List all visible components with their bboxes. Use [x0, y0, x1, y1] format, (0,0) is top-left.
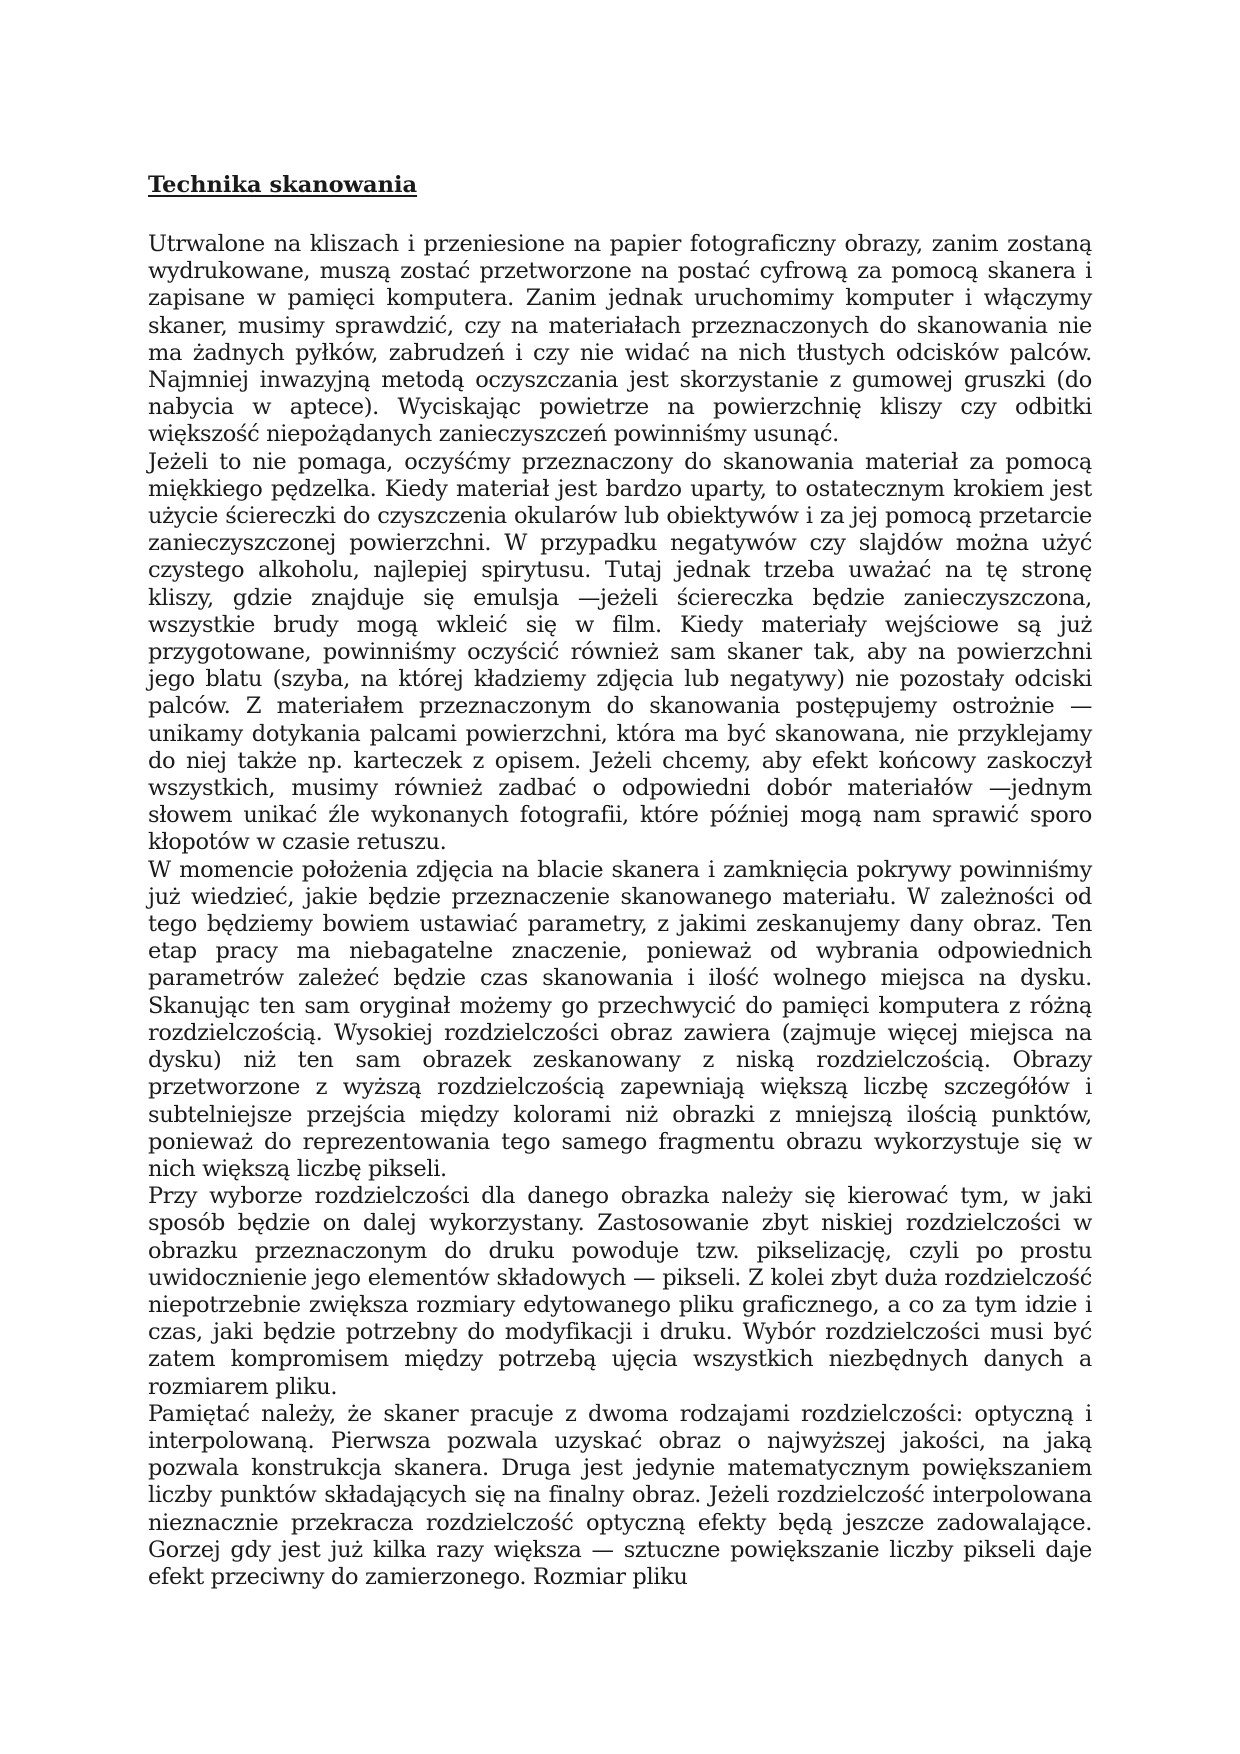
- document-page: [148, 172, 1092, 1591]
- document-title: Technika skanowania: [148, 172, 418, 198]
- paragraph-3: W momencie położenia zdjęcia na blacie skanera i zamknięcia pokrywy powinniśmy już wiedzieć, jakie będzie przeznaczenie skanowanego materiału. W zależności od tego będziemy bowiem ustawiać parametry, z jakimi zeskanujemy dany obraz. Ten etap pracy ma niebagatelne znaczenie, ponieważ od wybrania odpowiednich parametrów zależeć będzie czas skanowania i ilość wolnego miejsca na dysku. Skanując ten sam oryginał możemy go przechwycić do pamięci komputera z różną rozdzielczością. Wysokiej rozdzielczości obraz zawiera (zajmuje więcej miejsca na dysku) niż ten sam obrazek zeskanowany z niską rozdzielczością. Obrazy przetworzone z wyższą rozdzielczością zapewniają większą liczbę szczegółów i subtelniejsze przejścia między kolorami niż obrazki z mniejszą ilością punktów, ponieważ do reprezentowania tego samego fragmentu obrazu wykorzystuje się w nich większą liczbę pikseli.: [148, 856, 1092, 1182]
- paragraph-5: Pamiętać należy, że skaner pracuje z dwoma rodzajami rozdzielczości: optyczną i interpolowaną. Pierwsza pozwala uzyskać obraz o najwyższej jakości, na jaką pozwala konstrukcja skanera. Druga jest jedynie matematycznym powiększaniem liczby punktów składających się na finalny obraz. Jeżeli rozdzielczość interpolowana nieznacznie przekracza rozdzielczość optyczną efekty będą jeszcze zadowalające. Gorzej gdy jest już kilka razy większa — sztuczne powiększanie liczby pikseli daje efekt przeciwny do zamierzonego. Rozmiar pliku: [148, 1400, 1092, 1590]
- paragraph-2: Jeżeli to nie pomaga, oczyśćmy przeznaczony do skanowania materiał za pomocą miękkiego pędzelka. Kiedy materiał jest bardzo uparty, to ostatecznym krokiem jest użycie ściereczki do czyszczenia okularów lub obiektywów i za jej pomocą przetarcie zanieczyszczonej powierzchni. W przypadku negatywów czy slajdów można użyć czystego alkoholu, najlepiej spirytusu. Tutaj jednak trzeba uważać na tę stronę kliszy, gdzie znajduje się emulsja —jeżeli ściereczka będzie zanieczyszczona, wszystkie brudy mogą wkleić się w film. Kiedy materiały wejściowe są już przygotowane, powinniśmy oczyścić również sam skaner tak, aby na powierzchni jego blatu (szyba, na której kładziemy zdjęcia lub negatywy) nie pozostały odciski palców. Z materiałem przeznaczonym do skanowania postępujemy ostrożnie — unikamy dotykania palcami powierzchni, która ma być skanowana, nie przyklejamy do niej także np. karteczek z opisem. Jeżeli chcemy, aby efekt końcowy zaskoczył wszystkich, musimy również zadbać o odpowiedni dobór materiałów —jednym słowem unikać źle wykonanych fotografii, które później mogą nam sprawić sporo kłopotów w czasie retuszu.: [148, 448, 1092, 856]
- paragraph-4: Przy wyborze rozdzielczości dla danego obrazka należy się kierować tym, w jaki sposób będzie on dalej wykorzystany. Zastosowanie zbyt niskiej rozdzielczości w obrazku przeznaczonym do druku powoduje tzw. pikselizację, czyli po prostu uwidocznienie jego elementów składowych — pikseli. Z kolei zbyt duża rozdzielczość niepotrzebnie zwiększa rozmiary edytowanego pliku graficznego, a co za tym idzie i czas, jaki będzie potrzebny do modyfikacji i druku. Wybór rozdzielczości musi być zatem kompromisem między potrzebą ujęcia wszystkich niezbędnych danych a rozmiarem pliku.: [148, 1183, 1092, 1400]
- paragraph-1: Utrwalone na kliszach i przeniesione na papier fotograficzny obrazy, zanim zostaną wydrukowane, muszą zostać przetworzone na postać cyfrową za pomocą skanera i zapisane w pamięci komputera. Zanim jednak uruchomimy komputer i włączymy skaner, musimy sprawdzić, czy na materiałach przeznaczonych do skanowania nie ma żadnych pyłków, zabrudzeń i czy nie widać na nich tłustych odcisków palców. Najmniej inwazyjną metodą oczyszczania jest skorzystanie z gumowej gruszki (do nabycia w aptece). Wyciskając powietrze na powierzchnię kliszy czy odbitki większość niepożądanych zanieczyszczeń powinniśmy usunąć.: [148, 231, 1092, 448]
